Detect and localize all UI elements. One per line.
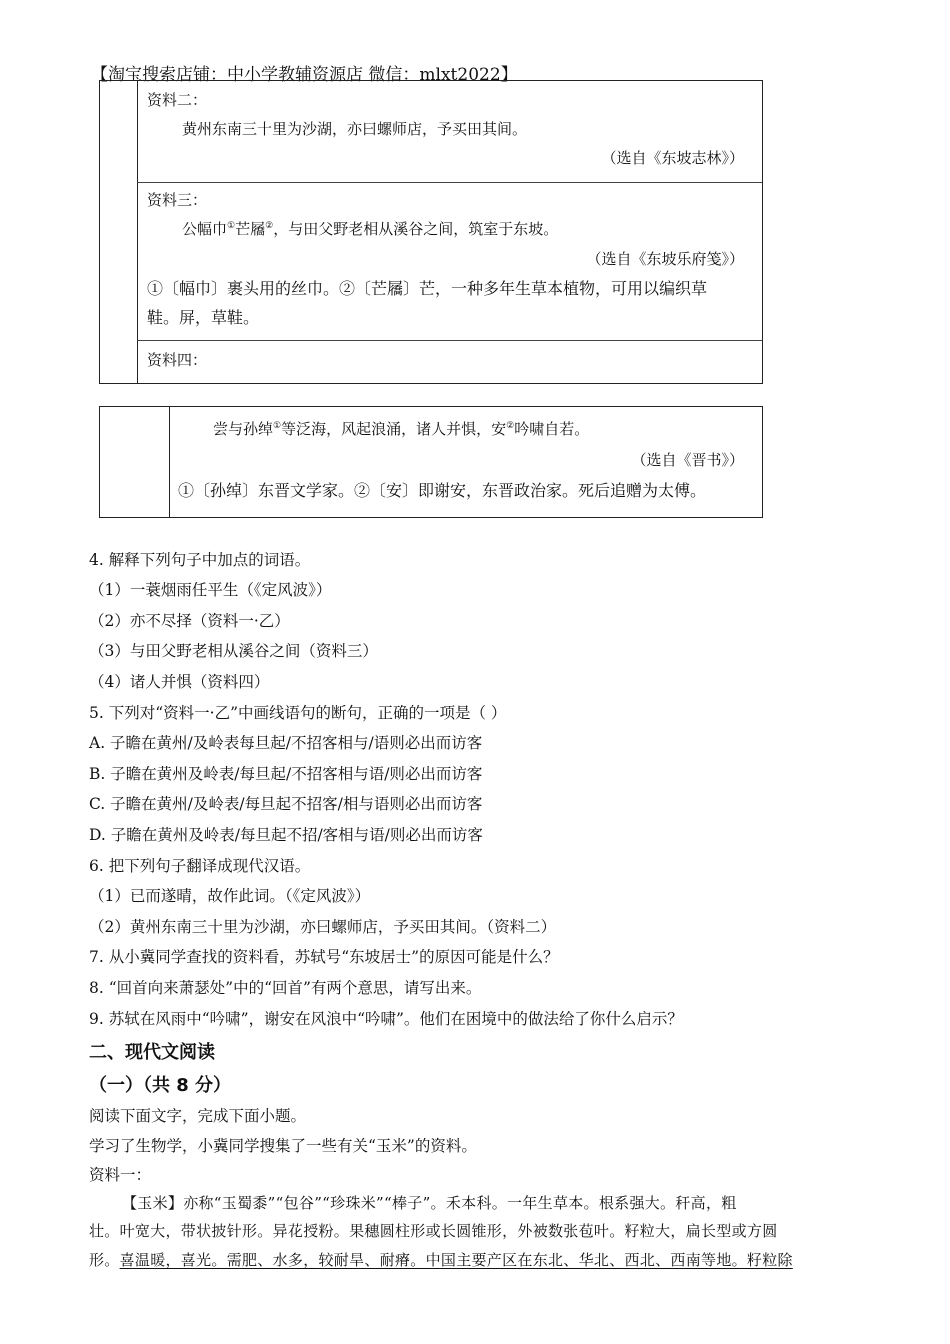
- question-5-option-d: D. 子瞻在黄州及岭表/每旦起不招/客相与语/则必出而访客: [89, 826, 483, 844]
- material-2-title: 资料二：: [147, 91, 208, 109]
- question-4-item-2: （2）亦不尽择（资料一·乙）: [89, 612, 290, 630]
- question-5-option-c: C. 子瞻在黄州/及岭表/每旦起不招客/相与语则必出而访客: [89, 795, 483, 813]
- underlined-sentence: 喜温暖，喜光。需肥、水多，较耐旱、耐瘠。中国主要产区在东北、华北、西北、西南等地。籽粒除: [119, 1251, 793, 1269]
- question-9: 9. 苏轼在风雨中“吟啸”，谢安在风浪中“吟啸”。他们在困境中的做法给了你什么启示？: [89, 1010, 683, 1028]
- question-4: 4. 解释下列句子中加点的词语。: [89, 551, 311, 569]
- corn-text-line2: 壮。叶宽大，带状披针形。异花授粉。果穗圆柱形或长圆锥形，外被数张苞叶。籽粒大，扁长型或方圆: [89, 1222, 778, 1240]
- section-title: 二、现代文阅读: [89, 1042, 215, 1063]
- material-4-note: ①〔孙绰〕东晋文学家。②〔安〕即谢安，东晋政治家。死后追赠为太傅。: [178, 481, 707, 500]
- question-5: 5. 下列对“资料一·乙”中画线语句的断句，正确的一项是（ ）: [89, 704, 507, 722]
- corn-text-line3: 形。喜温暖，喜光。需肥、水多，较耐旱、耐瘠。中国主要产区在东北、华北、西北、西南等地。籽粒除: [89, 1251, 793, 1269]
- question-7: 7. 从小冀同学查找的资料看，苏轼号“东坡居士”的原因可能是什么？: [89, 948, 559, 966]
- material-3-title: 资料三：: [147, 191, 208, 209]
- material-4-source: （选自《晋书》）: [631, 451, 744, 469]
- corn-text-line1: 【玉米】亦称“玉蜀黍”“包谷”“珍珠米”“棒子”。禾本科。一年生草本。根系强大。秆高，粗: [122, 1194, 737, 1212]
- question-8: 8. “回首向来萧瑟处”中的“回首”有两个意思，请写出来。: [89, 979, 482, 997]
- question-4-item-4: （4）诸人并惧（资料四）: [89, 673, 270, 691]
- section-intro-1: 阅读下面文字，完成下面小题。: [89, 1107, 307, 1125]
- question-5-option-a: A. 子瞻在黄州/及岭表每旦起/不招客相与/语则必出而访客: [89, 734, 483, 752]
- question-6: 6. 把下列句子翻译成现代汉语。: [89, 857, 311, 875]
- material-1-title: 资料一：: [89, 1166, 152, 1184]
- question-6-item-2: （2）黄州东南三十里为沙湖，亦曰螺师店，予买田其间。（资料二）: [89, 918, 557, 936]
- material-3-source: （选自《东坡乐府笺》）: [586, 250, 744, 268]
- material-4-title: 资料四：: [147, 351, 208, 369]
- material-2-source: （选自《东坡志林》）: [601, 149, 744, 167]
- question-6-item-1: （1）已而遂晴，故作此词。（《定风波》）: [89, 887, 371, 905]
- material-3-text: 公幅巾①芒屩②，与田父野老相从溪谷之间，筑室于东坡。: [182, 220, 559, 238]
- material-4-text: 尝与孙绰①等泛海，风起浪涌，诸人并惧，安②吟啸自若。: [213, 420, 590, 438]
- question-5-option-b: B. 子瞻在黄州及岭表/每旦起/不招客相与语/则必出而访客: [89, 765, 483, 783]
- question-4-item-1: （1）一蓑烟雨任平生（《定风波》）: [89, 581, 332, 599]
- section-intro-2: 学习了生物学，小冀同学搜集了一些有关“玉米”的资料。: [89, 1137, 477, 1155]
- page-header: 【淘宝搜索店铺：中小学教辅资源店 微信：mlxt2022】: [91, 65, 518, 85]
- material-2-text: 黄州东南三十里为沙湖，亦曰螺师店，予买田其间。: [182, 120, 528, 138]
- question-4-item-3: （3）与田父野老相从溪谷之间（资料三）: [89, 642, 378, 660]
- section-subtitle: （一）（共 8 分）: [89, 1075, 232, 1096]
- material-3-note-line2: 鞋。屏，草鞋。: [147, 308, 260, 327]
- material-3-note-line1: ①〔幅巾〕裹头用的丝巾。②〔芒屩〕芒，一种多年生草本植物，可用以编织草: [147, 279, 708, 298]
